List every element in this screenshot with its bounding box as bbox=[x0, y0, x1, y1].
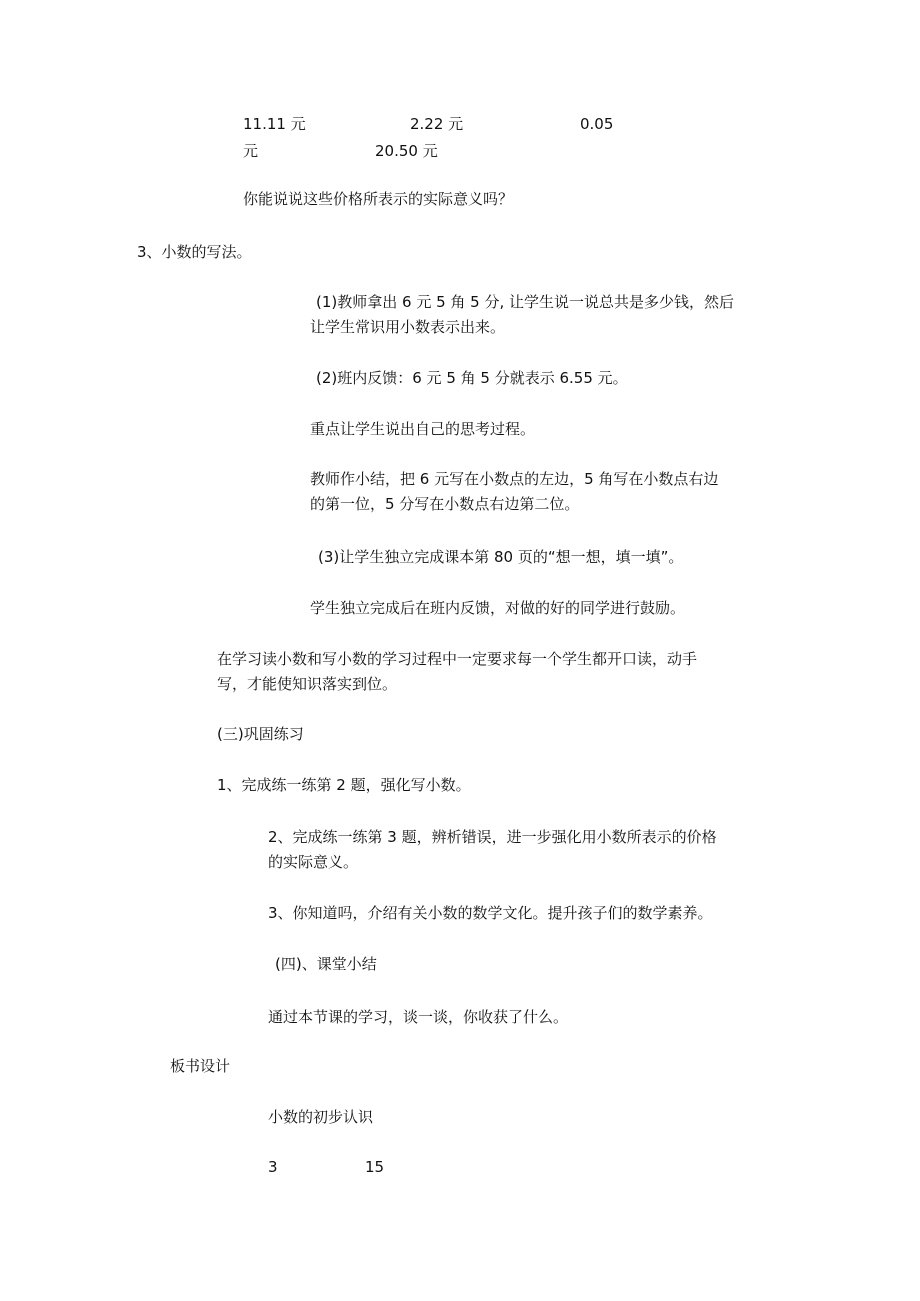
practice-exercise-1: 1、完成练一练第 2 题，强化写小数。 bbox=[217, 776, 471, 794]
practice-exercise-3: 3、你知道吗，介绍有关小数的数学文化。提升孩子们的数学素养。 bbox=[268, 904, 713, 922]
price-1: 11.11 元 bbox=[243, 115, 306, 133]
section-3-feedback: 学生独立完成后在班内反馈，对做的好的同学进行鼓励。 bbox=[310, 599, 686, 617]
board-number-2: 15 bbox=[365, 1158, 385, 1176]
section-3-item-1-line-1: (1)教师拿出 6 元 5 角 5 分, 让学生说一说总共是多少钱，然后 bbox=[316, 293, 735, 311]
practice-heading: (三)巩固练习 bbox=[217, 725, 304, 743]
section-3-summary-line-2: 的第一位，5 分写在小数点右边第二位。 bbox=[310, 495, 580, 513]
class-summary-text: 通过本节课的学习，谈一谈，你收获了什么。 bbox=[268, 1008, 569, 1026]
board-design-heading: 板书设计 bbox=[170, 1057, 231, 1075]
practice-exercise-2-line-1: 2、完成练一练第 3 题，辨析错误，进一步强化用小数所表示的价格 bbox=[268, 828, 717, 846]
section-3-summary-line-1: 教师作小结，把 6 元写在小数点的左边，5 角写在小数点右边 bbox=[310, 470, 719, 488]
teaching-note-line-1: 在学习读小数和写小数的学习过程中一定要求每一个学生都开口读，动手 bbox=[217, 650, 698, 668]
price-question: 你能说说这些价格所表示的实际意义吗？ bbox=[243, 190, 514, 208]
practice-exercise-2-line-2: 的实际意义。 bbox=[268, 853, 359, 871]
board-number-1: 3 bbox=[268, 1158, 278, 1176]
price-3-unit: 元 bbox=[243, 142, 259, 160]
price-4: 20.50 元 bbox=[375, 142, 438, 160]
section-3-item-3: (3)让学生独立完成课本第 80 页的“想一想，填一填”。 bbox=[318, 548, 684, 566]
section-3-item-1-line-2: 让学生常识用小数表示出来。 bbox=[310, 318, 506, 336]
section-3-heading: 3、小数的写法。 bbox=[137, 243, 252, 261]
price-3-number: 0.05 bbox=[580, 115, 614, 133]
class-summary-heading: (四)、课堂小结 bbox=[275, 955, 377, 973]
section-3-item-2: (2)班内反馈：6 元 5 角 5 分就表示 6.55 元。 bbox=[316, 369, 628, 387]
price-2: 2.22 元 bbox=[410, 115, 464, 133]
section-3-emphasis: 重点让学生说出自己的思考过程。 bbox=[310, 420, 536, 438]
board-title: 小数的初步认识 bbox=[268, 1108, 374, 1126]
teaching-note-line-2: 写，才能使知识落实到位。 bbox=[217, 675, 398, 693]
